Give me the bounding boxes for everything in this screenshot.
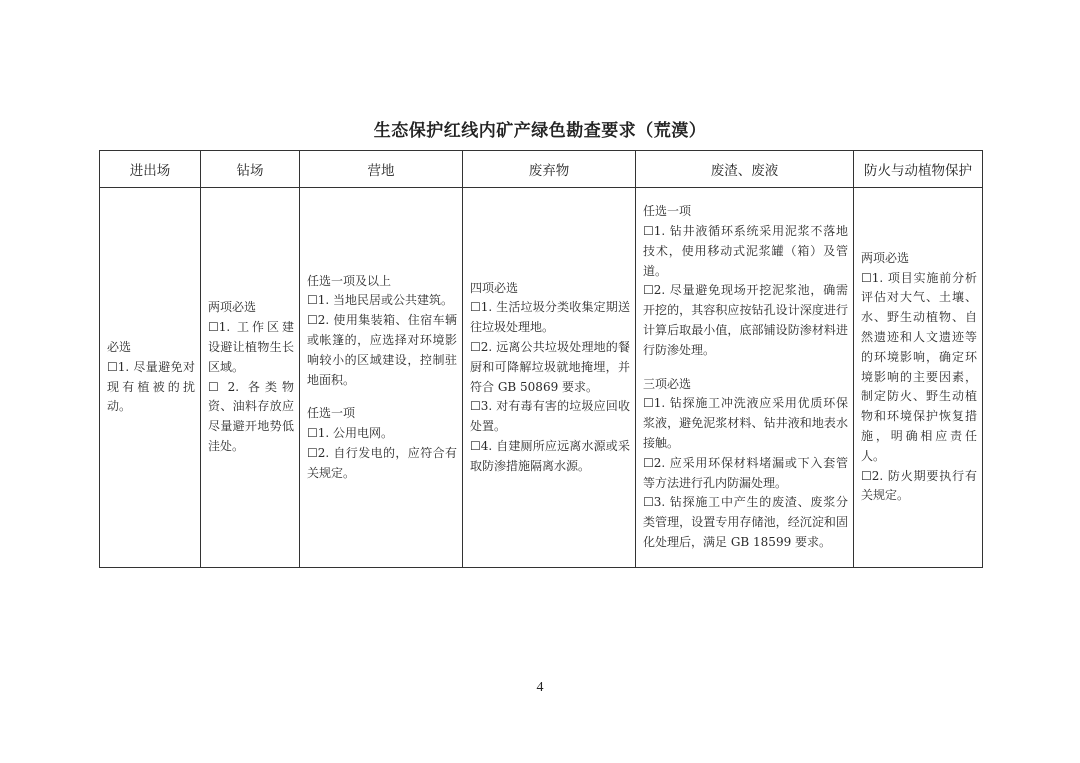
requirement-item: ☐1. 尽量避免对现有植被的扰动。 xyxy=(107,359,195,414)
header-entry-exit: 进出场 xyxy=(100,151,201,188)
requirement-heading: 任选一项 xyxy=(643,204,692,219)
requirement-item: ☐1. 工作区建设避让植物生长区域。 xyxy=(208,320,294,374)
cell-entry-exit xyxy=(100,188,201,568)
requirement-heading: 三项必选 xyxy=(643,376,692,391)
table-header-row xyxy=(100,151,983,188)
requirement-item: ☐3. 对有毒有害的垃圾应回收处置。 xyxy=(470,399,630,434)
cell-camp xyxy=(300,188,463,568)
cell-fire-wildlife-protection xyxy=(854,188,983,568)
requirement-item: ☐2. 自行发电的，应符合有关规定。 xyxy=(307,445,457,480)
header-fire-wildlife-protection: 防火与动植物保护 xyxy=(854,151,983,188)
requirement-heading: 两项必选 xyxy=(861,250,910,265)
requirement-item: ☐4. 自建厕所应远离水源或采取防渗措施隔离水源。 xyxy=(470,438,630,473)
requirement-heading: 任选一项 xyxy=(307,406,356,421)
requirement-item: ☐1. 钻探施工冲洗液应采用优质环保浆液，避免泥浆材料、钻井液和地表水接触。 xyxy=(643,396,848,450)
requirement-item: ☐2. 使用集装箱、住宿车辆或帐篷的，应选择对环境影响较小的区域建设，控制驻地面积。 xyxy=(307,313,457,387)
page-title: 生态保护红线内矿产绿色勘查要求（荒漠） xyxy=(373,121,707,141)
header-camp: 营地 xyxy=(300,151,463,188)
requirement-item: ☐1. 项目实施前分析评估对大气、土壤、水、野生动植物、自然遗迹和人文遗迹等的环境影响，确定环境影响的主要因素，制定防火、野生动植物和环境保护恢复措施，明确相应责任人。 xyxy=(861,270,977,463)
requirement-item: ☐1. 生活垃圾分类收集定期送往垃圾处理地。 xyxy=(470,300,630,335)
requirement-item: ☐1. 钻井液循环系统采用泥浆不落地技术，使用移动式泥浆罐（箱）及管道。 xyxy=(643,224,848,278)
requirement-heading: 四项必选 xyxy=(470,280,519,295)
requirement-heading: 必选 xyxy=(107,339,132,354)
requirement-item: ☐3. 钻探施工中产生的废渣、废浆分类管理，设置专用存储池，经沉淀和固化处理后，满足 GB 18599 要求。 xyxy=(643,495,848,549)
cell-drill-site xyxy=(201,188,300,568)
table-row xyxy=(100,188,983,568)
cell-waste-residue-liquid xyxy=(636,188,854,568)
requirement-item: ☐ 2. 各类物资、油料存放应尽量避开地势低洼处。 xyxy=(208,379,294,453)
requirement-item: ☐2. 防火期要执行有关规定。 xyxy=(861,468,977,503)
header-drill-site: 钻场 xyxy=(201,151,300,188)
page-number: 4 xyxy=(536,680,544,695)
requirement-item: ☐2. 应采用环保材料堵漏或下入套管等方法进行孔内防漏处理。 xyxy=(643,455,848,490)
requirement-heading: 两项必选 xyxy=(208,300,257,315)
header-waste: 废弃物 xyxy=(463,151,636,188)
cell-waste xyxy=(463,188,636,568)
requirement-item: ☐2. 远离公共垃圾处理地的餐厨和可降解垃圾就地掩埋，并符合 GB 50869 要求。 xyxy=(470,339,630,394)
requirement-heading: 任选一项及以上 xyxy=(307,273,392,288)
requirement-item: ☐2. 尽量避免现场开挖泥浆池，确需开挖的，其容积应按钻孔设计深度进行计算后取最小值，底部铺设防渗材料进行防渗处理。 xyxy=(643,283,848,357)
header-waste-residue-liquid: 废渣、废液 xyxy=(636,151,854,188)
requirements-table xyxy=(99,150,983,568)
requirement-item: ☐1. 公用电网。 xyxy=(307,426,394,441)
requirement-item: ☐1. 当地民居或公共建筑。 xyxy=(307,293,454,308)
